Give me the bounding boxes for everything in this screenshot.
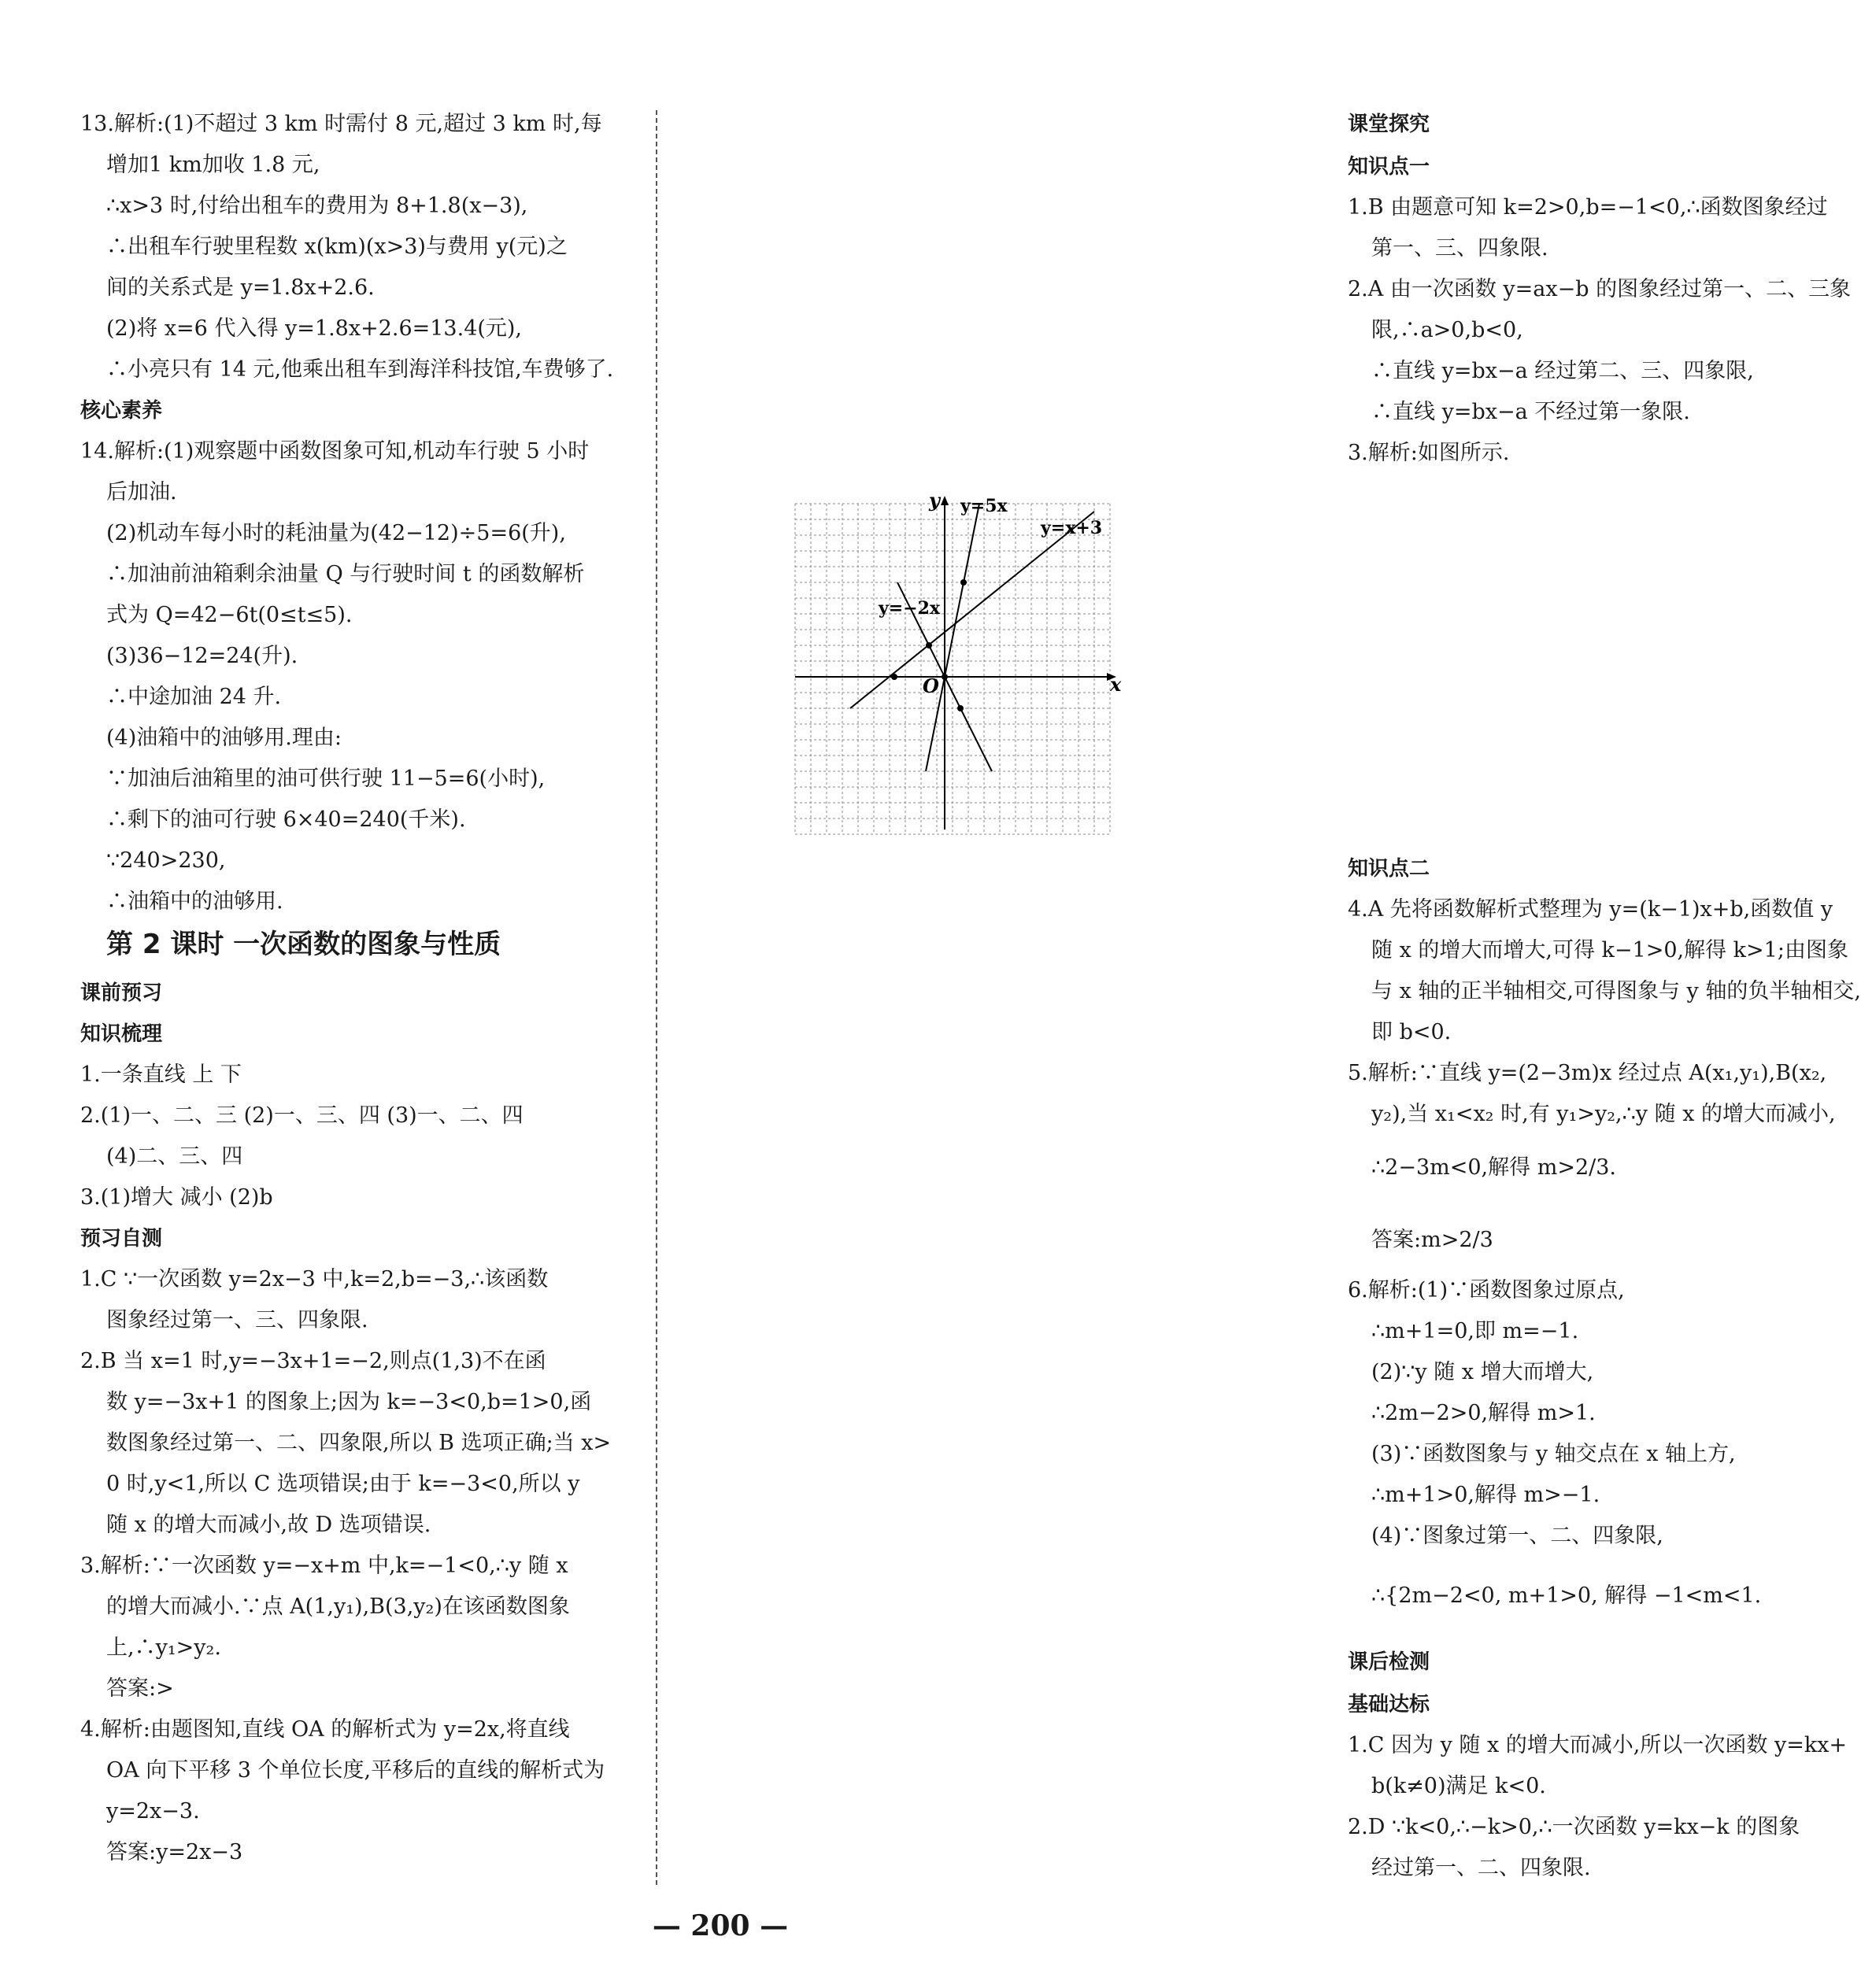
text-line: 答案:m>2/3 — [1371, 1228, 1493, 1252]
text-line: 数图象经过第一、二、四象限,所以 B 选项正确;当 x> — [106, 1431, 612, 1455]
page-number: — 200 — — [652, 1909, 789, 1942]
text-line: 后加油. — [106, 480, 177, 504]
text-line: ∴x>3 时,付给出租车的费用为 8+1.8(x−3), — [106, 194, 528, 218]
text-line: 4.A 先将函数解析式整理为 y=(k−1)x+b,函数值 y — [1348, 897, 1833, 922]
text-line: b(k≠0)满足 k<0. — [1371, 1774, 1546, 1798]
point — [960, 579, 967, 586]
text-line: 5.解析:∵直线 y=(2−3m)x 经过点 A(x₁,y₁),B(x₂, — [1348, 1061, 1827, 1085]
text-line: 2.D ∵k<0,∴−k>0,∴一次函数 y=kx−k 的图象 — [1348, 1815, 1800, 1839]
page-number-text: 200 — [690, 1909, 750, 1942]
text-line: 1.C ∵一次函数 y=2x−3 中,k=2,b=−3,∴该函数 — [80, 1267, 549, 1291]
text-line: ∴剩下的油可行驶 6×40=240(千米). — [106, 807, 466, 832]
text-line: 2.(1)一、二、三 (2)一、三、四 (3)一、二、四 — [80, 1103, 524, 1128]
text-line: (4)二、三、四 — [106, 1144, 243, 1169]
text-line: 即 b<0. — [1371, 1020, 1452, 1044]
text-line: ∴直线 y=bx−a 经过第二、三、四象限, — [1371, 359, 1754, 383]
text-line: (2)∵y 随 x 增大而增大, — [1371, 1360, 1594, 1384]
text-line: 2.B 当 x=1 时,y=−3x+1=−2,则点(1,3)不在函 — [80, 1349, 546, 1373]
column-divider — [656, 110, 657, 1885]
text-line: 限,∴a>0,b<0, — [1371, 318, 1523, 342]
text-line: ∵加油后油箱里的油可供行驶 11−5=6(小时), — [106, 767, 546, 791]
text-line: 随 x 的增大而增大,可得 k−1>0,解得 k>1;由图象 — [1371, 938, 1848, 963]
text-line: 13.解析:(1)不超过 3 km 时需付 8 元,超过 3 km 时,每 — [80, 112, 602, 136]
text-line: 14.解析:(1)观察题中函数图象可知,机动车行驶 5 小时 — [80, 439, 590, 464]
section-heading: 预习自测 — [80, 1227, 163, 1251]
function-graph — [787, 488, 1126, 834]
section-heading: 基础达标 — [1348, 1693, 1430, 1716]
text-line: (4)油箱中的油够用.理由: — [106, 726, 342, 750]
text-line: 3.解析:如图所示. — [1348, 441, 1510, 465]
section-heading: 知识梳理 — [80, 1022, 163, 1046]
label-y-minus-2x: y=−2x — [879, 598, 941, 619]
section-heading: 课前预习 — [80, 981, 163, 1005]
text-line: (3)36−12=24(升). — [106, 644, 298, 668]
point — [942, 674, 948, 680]
text-line: 4.解析:由题图知,直线 OA 的解析式为 y=2x,将直线 — [80, 1717, 570, 1742]
y-axis-arrow — [941, 496, 949, 505]
origin-label: O — [923, 674, 939, 697]
text-line: 式为 Q=42−6t(0≤t≤5). — [106, 603, 353, 627]
text-line: 第一、三、四象限. — [1371, 236, 1548, 261]
text-line: ∴小亮只有 14 元,他乘出租车到海洋科技馆,车费够了. — [106, 357, 614, 382]
section-heading: 第 2 课时 一次函数的图象与性质 — [106, 929, 501, 960]
text-line: 6.解析:(1)∵函数图象过原点, — [1348, 1278, 1625, 1303]
text-line: 经过第一、二、四象限. — [1371, 1856, 1591, 1880]
text-line: 3.(1)增大 减小 (2)b — [80, 1185, 273, 1210]
text-line: 3.解析:∵一次函数 y=−x+m 中,k=−1<0,∴y 随 x — [80, 1554, 568, 1578]
text-line: ∴m+1=0,即 m=−1. — [1371, 1319, 1579, 1343]
text-line: y₂),当 x₁<x₂ 时,有 y₁>y₂,∴y 随 x 的增大而减小, — [1371, 1102, 1836, 1126]
text-line: y=2x−3. — [106, 1799, 200, 1824]
text-line: (2)机动车每小时的耗油量为(42−12)÷5=6(升), — [106, 521, 566, 545]
text-line: (3)∵函数图象与 y 轴交点在 x 轴上方, — [1371, 1442, 1736, 1466]
point — [891, 674, 897, 680]
text-line: 数 y=−3x+1 的图象上;因为 k=−3<0,b=1>0,函 — [106, 1390, 592, 1414]
section-heading: 课堂探究 — [1348, 113, 1430, 136]
section-heading: 核心素养 — [80, 399, 163, 423]
text-line: 与 x 轴的正半轴相交,可得图象与 y 轴的负半轴相交, — [1371, 979, 1861, 1003]
text-line: ∴m+1>0,解得 m>−1. — [1371, 1483, 1600, 1507]
text-line: 答案:y=2x−3 — [106, 1840, 243, 1864]
text-line: 1.一条直线 上 下 — [80, 1062, 242, 1087]
text-line: (4)∵图象过第一、二、四象限, — [1371, 1524, 1663, 1548]
text-line: (2)将 x=6 代入得 y=1.8x+2.6=13.4(元), — [106, 316, 523, 341]
text-line: 1.B 由题意可知 k=2>0,b=−1<0,∴函数图象经过 — [1348, 195, 1828, 220]
text-line: ∴中途加油 24 升. — [106, 685, 282, 709]
section-heading: 课后检测 — [1348, 1650, 1430, 1674]
point — [926, 642, 932, 649]
text-line: 随 x 的增大而减小,故 D 选项错误. — [106, 1513, 431, 1537]
text-line: 的增大而减小.∵点 A(1,y₁),B(3,y₂)在该函数图象 — [106, 1594, 570, 1619]
text-line: ∴出租车行驶里程数 x(km)(x>3)与费用 y(元)之 — [106, 235, 568, 259]
text-line: 2.A 由一次函数 y=ax−b 的图象经过第一、二、三象 — [1348, 277, 1852, 301]
text-line: ∴{2m−2<0, m+1>0, 解得 −1<m<1. — [1371, 1583, 1762, 1608]
text-line: 间的关系式是 y=1.8x+2.6. — [106, 275, 375, 300]
section-heading: 知识点二 — [1348, 857, 1430, 881]
text-line: 0 时,y<1,所以 C 选项错误;由于 k=−3<0,所以 y — [106, 1472, 580, 1496]
text-line: 增加1 km加收 1.8 元, — [106, 153, 320, 177]
label-y-x-plus-3: y=x+3 — [1041, 518, 1103, 538]
text-line: ∴直线 y=bx−a 不经过第一象限. — [1371, 400, 1690, 424]
text-line: ∴油箱中的油够用. — [106, 889, 283, 914]
text-line: ∴2m−2>0,解得 m>1. — [1371, 1401, 1596, 1425]
grid — [795, 504, 1110, 834]
text-line: 上,∴y₁>y₂. — [106, 1635, 221, 1660]
text-line: 答案:> — [106, 1676, 174, 1701]
text-line: ∵240>230, — [106, 848, 226, 873]
y-axis-label: y — [929, 489, 940, 512]
text-line: 图象经过第一、三、四象限. — [106, 1308, 368, 1332]
text-line: ∴加油前油箱剩余油量 Q 与行驶时间 t 的函数解析 — [106, 562, 585, 586]
section-heading: 知识点一 — [1348, 155, 1430, 179]
x-axis-label: x — [1110, 673, 1122, 696]
text-line: ∴2−3m<0,解得 m>2/3. — [1371, 1155, 1616, 1180]
text-line: 1.C 因为 y 随 x 的增大而减小,所以一次函数 y=kx+ — [1348, 1733, 1848, 1757]
point — [957, 705, 964, 711]
label-y-5x: y=5x — [960, 496, 1008, 516]
text-line: OA 向下平移 3 个单位长度,平移后的直线的解析式为 — [106, 1758, 605, 1783]
